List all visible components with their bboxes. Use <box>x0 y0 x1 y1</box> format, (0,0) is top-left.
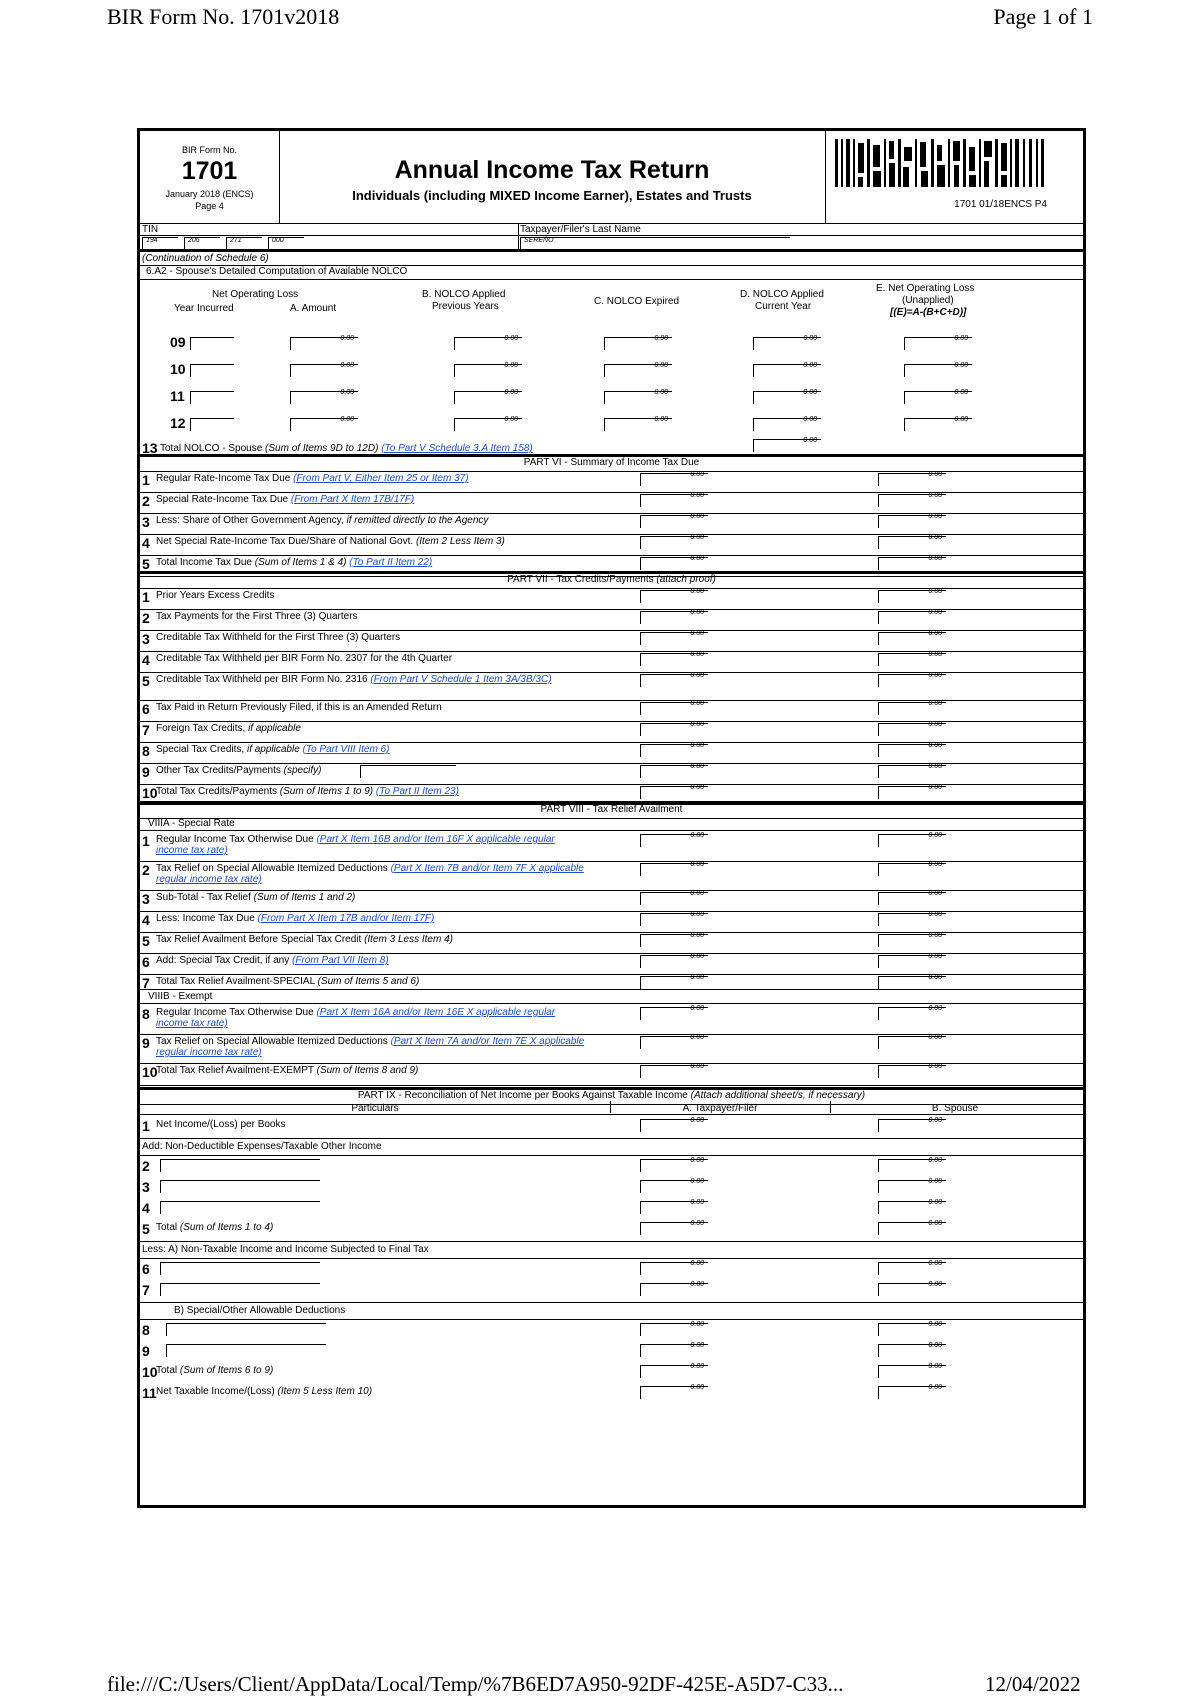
spouse-amount-field[interactable]: 0.00 <box>878 1365 946 1378</box>
browser-header-page: Page 1 of 1 <box>993 4 1093 29</box>
item-label: Net Special Rate-Income Tax Due/Share of National Govt. (Item 2 Less Item 3) <box>156 536 505 547</box>
item-label: Total Tax Credits/Payments (Sum of Items 1 to 9) (To Part II Item 23) <box>156 786 459 797</box>
taxpayer-amount-field[interactable]: 0.00 <box>640 786 708 799</box>
reference-link[interactable]: (From Part V, Either Item 25 or Item 37) <box>293 473 469 484</box>
reference-link[interactable]: (To Part VIII Item 6) <box>302 744 390 755</box>
col-nolco-applied: B. NOLCO Applied <box>422 289 506 300</box>
item-number: 8 <box>142 743 150 759</box>
form-title: Annual Income Tax Return <box>394 156 710 184</box>
item-label: Creditable Tax Withheld per BIR Form No. 2316 (From Part V Schedule 1 Item 3A/3B/3C) <box>156 674 552 685</box>
item-label: Tax Payments for the First Three (3) Quarters <box>156 611 358 622</box>
taxpayer-amount-field[interactable]: 0.00 <box>640 632 708 645</box>
spouse-amount-field[interactable]: 0.00 <box>878 1065 946 1078</box>
item-label: Less: Income Tax Due (From Part X Item 17B and/or Item 17F) <box>156 913 435 924</box>
col-particulars: Particulars <box>351 1103 399 1114</box>
particulars-field[interactable] <box>160 1180 320 1193</box>
item-label: Special Rate-Income Tax Due (From Part X Item 17B/17F) <box>156 494 415 505</box>
taxpayer-amount-field[interactable]: 0.00 <box>640 611 708 624</box>
nolco-total-num: 13 <box>142 440 158 456</box>
taxpayer-amount-field[interactable]: 0.00 <box>640 1007 708 1020</box>
nolco-applied-current-field[interactable]: 0.00 <box>753 391 821 404</box>
nolco-applied-prev-field[interactable]: 0.00 <box>454 418 522 431</box>
item-label: Total (Sum of Items 1 to 4) <box>156 1222 274 1233</box>
item-number: 2 <box>142 610 150 626</box>
item-number: 8 <box>142 1322 150 1338</box>
tin-part-field[interactable]: 000 <box>268 237 304 250</box>
item-label: Regular Income Tax Otherwise Due (Part X Item 16B and/or Item 16F X applicable regular income tax rate) <box>156 834 555 856</box>
item-label: Regular Rate-Income Tax Due (From Part V, Either Item 25 or Item 37) <box>156 473 469 484</box>
spouse-amount-field[interactable]: 0.00 <box>878 955 946 968</box>
taxpayer-amount-field[interactable]: 0.00 <box>640 1386 708 1399</box>
tax-form <box>137 128 1086 1508</box>
item-number: 5 <box>142 673 150 689</box>
nolco-total-label: Total NOLCO - Spouse (Sum of Items 9D to 12D) (To Part V Schedule 3.A Item 158) <box>160 443 533 454</box>
nolco-unapplied-field[interactable]: 0.00 <box>904 391 972 404</box>
nolco-amount-field[interactable]: 0.00 <box>290 337 358 350</box>
nolco-amount-field[interactable]: 0.00 <box>290 391 358 404</box>
col-taxpayer: A. Taxpayer/Filer <box>682 1103 758 1114</box>
nolco-applied-current-field[interactable]: 0.00 <box>753 337 821 350</box>
barcode-text: 1701 01/18ENCS P4 <box>954 199 1047 210</box>
taxpayer-amount-field[interactable]: 0.00 <box>640 1201 708 1214</box>
item-number: 3 <box>142 891 150 907</box>
col-unapplied: (Unapplied) <box>902 295 954 306</box>
nolco-unapplied-field[interactable]: 0.00 <box>904 418 972 431</box>
spouse-amount-field[interactable]: 0.00 <box>878 1201 946 1214</box>
spouse-amount-field[interactable]: 0.00 <box>878 653 946 666</box>
spouse-amount-field[interactable]: 0.00 <box>878 1036 946 1049</box>
item-number: 11 <box>170 388 185 404</box>
year-incurred-field[interactable] <box>190 418 234 431</box>
last-name-field[interactable]: SEREÑO <box>520 237 790 250</box>
taxpayer-amount-field[interactable]: 0.00 <box>640 892 708 905</box>
taxpayer-amount-field[interactable]: 0.00 <box>640 863 708 876</box>
spouse-amount-field[interactable]: 0.00 <box>878 590 946 603</box>
spouse-amount-field[interactable]: 0.00 <box>878 786 946 799</box>
taxpayer-amount-field[interactable]: 0.00 <box>640 913 708 926</box>
taxpayer-amount-field[interactable]: 0.00 <box>640 536 708 549</box>
item-number: 5 <box>142 1221 150 1237</box>
item-label: Creditable Tax Withheld for the First Three (3) Quarters <box>156 632 401 643</box>
spouse-amount-field[interactable]: 0.00 <box>878 723 946 736</box>
particulars-field[interactable] <box>160 1262 320 1275</box>
taxpayer-amount-field[interactable]: 0.00 <box>640 744 708 757</box>
nolco-unapplied-field[interactable]: 0.00 <box>904 364 972 377</box>
item-number: 6 <box>142 954 150 970</box>
taxpayer-amount-field[interactable]: 0.00 <box>640 1323 708 1336</box>
spouse-amount-field[interactable]: 0.00 <box>878 765 946 778</box>
item-label: Tax Paid in Return Previously Filed, if this is an Amended Return <box>156 702 442 713</box>
reference-link[interactable]: (Part X Item 16A and/or Item 16E X applicable regular income tax rate) <box>156 1007 556 1029</box>
spouse-amount-field[interactable]: 0.00 <box>878 892 946 905</box>
taxpayer-amount-field[interactable]: 0.00 <box>640 702 708 715</box>
item-label: Sub-Total - Tax Relief (Sum of Items 1 and 2) <box>156 892 356 903</box>
taxpayer-amount-field[interactable]: 0.00 <box>640 590 708 603</box>
item-label: Foreign Tax Credits, if applicable <box>156 723 301 734</box>
item-number: 10 <box>142 1064 158 1080</box>
spouse-amount-field[interactable]: 0.00 <box>878 515 946 528</box>
item-number: 4 <box>142 1200 150 1216</box>
item-number: 6 <box>142 1261 150 1277</box>
item-number: 6 <box>142 701 150 717</box>
reference-link[interactable]: (From Part VII Item 8) <box>292 955 389 966</box>
taxpayer-amount-field[interactable]: 0.00 <box>640 1283 708 1296</box>
taxpayer-amount-field[interactable]: 0.00 <box>640 1065 708 1078</box>
taxpayer-amount-field[interactable]: 0.00 <box>640 934 708 947</box>
nolco-applied-prev-field[interactable]: 0.00 <box>454 337 522 350</box>
col-year-incurred: Year Incurred <box>174 303 234 314</box>
col-amount: A. Amount <box>290 303 337 314</box>
taxpayer-amount-field[interactable]: 0.00 <box>640 1222 708 1235</box>
particulars-field[interactable] <box>160 1201 320 1214</box>
nolco-expired-field[interactable]: 0.00 <box>604 391 672 404</box>
item-number: 09 <box>170 334 186 350</box>
tin-part-field[interactable]: 206 <box>184 237 220 250</box>
item-number: 7 <box>142 1282 150 1298</box>
spouse-amount-field[interactable]: 0.00 <box>878 863 946 876</box>
item-number: 11 <box>142 1385 157 1401</box>
less-a-label: Less: A) Non-Taxable Income and Income Subjected to Final Tax <box>142 1244 429 1255</box>
spouse-amount-field[interactable]: 0.00 <box>878 1386 946 1399</box>
item-label: Total (Sum of Items 6 to 9) <box>156 1365 274 1376</box>
item-label: Net Taxable Income/(Loss) (Item 5 Less Item 10) <box>156 1386 373 1397</box>
form-subtitle: Individuals (including MIXED Income Earner), Estates and Trusts <box>352 188 752 203</box>
taxpayer-amount-field[interactable]: 0.00 <box>640 494 708 507</box>
taxpayer-amount-field[interactable]: 0.00 <box>640 1036 708 1049</box>
year-incurred-field[interactable] <box>190 391 234 404</box>
item-number: 8 <box>142 1006 150 1022</box>
add-label: Add: Non-Deductible Expenses/Taxable Other Income <box>142 1141 382 1152</box>
spouse-amount-field[interactable]: 0.00 <box>878 1323 946 1336</box>
item-label: Tax Relief on Special Allowable Itemized Deductions (Part X Item 7A and/or Item 7E X applicable regular income tax rate) <box>156 1036 585 1058</box>
item-number: 2 <box>142 493 150 509</box>
item-label: Add: Special Tax Credit, if any (From Part VII Item 8) <box>156 955 389 966</box>
part8-sub-a: VIIIA - Special Rate <box>148 818 235 829</box>
col-previous-years: Previous Years <box>432 301 499 312</box>
spouse-amount-field[interactable]: 0.00 <box>878 1344 946 1357</box>
item-number: 2 <box>142 862 150 878</box>
spouse-amount-field[interactable]: 0.00 <box>878 1007 946 1020</box>
item-label: Prior Years Excess Credits <box>156 590 275 601</box>
spouse-amount-field[interactable]: 0.00 <box>878 674 946 687</box>
spouse-amount-field[interactable]: 0.00 <box>878 611 946 624</box>
item-number: 7 <box>142 722 150 738</box>
spouse-amount-field[interactable]: 0.00 <box>878 632 946 645</box>
barcode-image <box>833 139 1045 195</box>
reference-link[interactable]: (From Part X Item 17B and/or Item 17F) <box>257 913 435 924</box>
item-label: Total Tax Relief Availment-SPECIAL (Sum of Items 5 and 6) <box>156 976 420 987</box>
continuation-note: (Continuation of Schedule 6) <box>142 253 269 264</box>
tin-part-field[interactable]: 271 <box>226 237 262 250</box>
reference-link[interactable]: (From Part X Item 17B/17F) <box>290 494 415 505</box>
nolco-expired-field[interactable]: 0.00 <box>604 337 672 350</box>
taxpayer-amount-field[interactable]: 0.00 <box>640 765 708 778</box>
item-number: 10 <box>142 785 158 801</box>
item-label: Total Income Tax Due (Sum of Items 1 & 4) (To Part II Item 22) <box>156 557 433 568</box>
nolco-applied-current-field[interactable]: 0.00 <box>753 364 821 377</box>
item-number: 1 <box>142 833 150 849</box>
part8-title: PART VIII - Tax Relief Availment <box>140 801 1083 819</box>
item-label: Net Income/(Loss) per Books <box>156 1119 286 1130</box>
item-number: 9 <box>142 1343 150 1359</box>
less-b-label: B) Special/Other Allowable Deductions <box>174 1305 346 1316</box>
item-number: 4 <box>142 535 150 551</box>
taxpayer-amount-field[interactable]: 0.00 <box>640 1119 708 1132</box>
nolco-applied-current-field[interactable]: 0.00 <box>753 418 821 431</box>
item-number: 9 <box>142 1035 150 1051</box>
spouse-amount-field[interactable]: 0.00 <box>878 473 946 486</box>
nolco-unapplied-field[interactable]: 0.00 <box>904 337 972 350</box>
part9-title: PART IX - Reconciliation of Net Income per Books Against Taxable Income (Attach additional sheet/s, if necessary) <box>140 1087 1083 1105</box>
taxpayer-amount-field[interactable]: 0.00 <box>640 723 708 736</box>
particulars-field[interactable] <box>160 1283 320 1296</box>
item-label: Creditable Tax Withheld per BIR Form No. 2307 for the 4th Quarter <box>156 653 453 664</box>
nolco-title: 6.A2 - Spouse's Detailed Computation of Available NOLCO <box>146 266 408 277</box>
col-nolco-expired: C. NOLCO Expired <box>594 296 680 307</box>
item-number: 10 <box>142 1364 158 1380</box>
spouse-amount-field[interactable]: 0.00 <box>878 934 946 947</box>
item-number: 1 <box>142 472 150 488</box>
part6-title: PART VI - Summary of Income Tax Due <box>140 454 1083 472</box>
taxpayer-amount-field[interactable]: 0.00 <box>640 653 708 666</box>
taxpayer-amount-field[interactable]: 0.00 <box>640 674 708 687</box>
tin-label: TIN <box>142 224 159 235</box>
taxpayer-amount-field[interactable]: 0.00 <box>640 1180 708 1193</box>
col-current-year: Current Year <box>755 301 812 312</box>
reference-link[interactable]: (To Part II Item 23) <box>375 786 459 797</box>
item-number: 2 <box>142 1158 150 1174</box>
col-formula: [(E)=A-(B+C+D)] <box>890 307 967 318</box>
spouse-amount-field[interactable]: 0.00 <box>878 557 946 570</box>
taxpayer-amount-field[interactable]: 0.00 <box>640 1344 708 1357</box>
year-incurred-field[interactable] <box>190 337 234 350</box>
last-name-label: Taxpayer/Filer's Last Name <box>520 224 641 235</box>
reference-link[interactable]: (Part X Item 16B and/or Item 16F X applicable regular income tax rate) <box>156 834 555 856</box>
nolco-applied-prev-field[interactable]: 0.00 <box>454 364 522 377</box>
item-number: 1 <box>142 1118 150 1134</box>
item-number: 9 <box>142 764 150 780</box>
col-net-operating-loss-e: E. Net Operating Loss <box>876 283 975 294</box>
part8-sub-b: VIIIB - Exempt <box>148 991 213 1002</box>
nolco-total-field[interactable]: 0.00 <box>753 439 821 452</box>
reference-link[interactable]: (From Part V Schedule 1 Item 3A/3B/3C) <box>370 674 552 685</box>
item-number: 5 <box>142 933 150 949</box>
spouse-amount-field[interactable]: 0.00 <box>878 913 946 926</box>
browser-footer-date: 12/04/2022 <box>985 1672 1081 1696</box>
spouse-amount-field[interactable]: 0.00 <box>878 494 946 507</box>
browser-header-title: BIR Form No. 1701v2018 <box>107 4 340 29</box>
item-number: 4 <box>142 912 150 928</box>
taxpayer-amount-field[interactable]: 0.00 <box>640 1365 708 1378</box>
taxpayer-amount-field[interactable]: 0.00 <box>640 473 708 486</box>
item-number: 1 <box>142 589 150 605</box>
spouse-amount-field[interactable]: 0.00 <box>878 976 946 989</box>
taxpayer-amount-field[interactable]: 0.00 <box>640 955 708 968</box>
nolco-applied-prev-field[interactable]: 0.00 <box>454 391 522 404</box>
particulars-field[interactable] <box>166 1344 326 1357</box>
spouse-amount-field[interactable]: 0.00 <box>878 1222 946 1235</box>
item-number: 3 <box>142 1179 150 1195</box>
item-label: Regular Income Tax Otherwise Due (Part X Item 16A and/or Item 16E X applicable regular income tax rate) <box>156 1007 556 1029</box>
item-number: 3 <box>142 631 150 647</box>
spouse-amount-field[interactable]: 0.00 <box>878 1180 946 1193</box>
particulars-field[interactable] <box>166 1323 326 1336</box>
tin-part-field[interactable]: 194 <box>142 237 178 250</box>
form-label: BIR Form No. <box>181 145 237 155</box>
taxpayer-amount-field[interactable]: 0.00 <box>640 976 708 989</box>
col-spouse: B. Spouse <box>931 1103 979 1114</box>
form-page: Page 4 <box>195 201 224 211</box>
item-number: 3 <box>142 514 150 530</box>
reference-link[interactable]: (To Part II Item 22) <box>349 557 433 568</box>
spouse-amount-field[interactable]: 0.00 <box>878 536 946 549</box>
spouse-amount-field[interactable]: 0.00 <box>878 834 946 847</box>
item-label: Total Tax Relief Availment-EXEMPT (Sum of Items 8 and 9) <box>156 1065 419 1076</box>
item-number: 7 <box>142 975 150 991</box>
spouse-amount-field[interactable]: 0.00 <box>878 1119 946 1132</box>
spouse-amount-field[interactable]: 0.00 <box>878 744 946 757</box>
spouse-amount-field[interactable]: 0.00 <box>878 1262 946 1275</box>
spouse-amount-field[interactable]: 0.00 <box>878 702 946 715</box>
col-nolco-applied-current: D. NOLCO Applied <box>740 289 824 300</box>
item-label: Tax Relief on Special Allowable Itemized Deductions (Part X Item 7B and/or Item 7F X applicable regular income tax rate) <box>156 863 584 885</box>
form-number: 1701 <box>181 157 238 185</box>
col-net-operating-loss: Net Operating Loss <box>212 289 299 300</box>
form-version: January 2018 (ENCS) <box>165 189 254 199</box>
reference-link[interactable]: (Part X Item 7A and/or Item 7E X applicable regular income tax rate) <box>156 1036 585 1058</box>
nolco-expired-field[interactable]: 0.00 <box>604 364 672 377</box>
item-number: 5 <box>142 556 150 572</box>
item-label: Other Tax Credits/Payments (specify) <box>156 765 322 776</box>
item-label: Special Tax Credits, if applicable (To Part VIII Item 6) <box>156 744 390 755</box>
item-label: Less: Share of Other Government Agency, if remitted directly to the Agency <box>156 515 489 526</box>
taxpayer-amount-field[interactable]: 0.00 <box>640 557 708 570</box>
nolco-amount-field[interactable]: 0.00 <box>290 418 358 431</box>
nolco-amount-field[interactable]: 0.00 <box>290 364 358 377</box>
part7-title: PART VII - Tax Credits/Payments (attach proof) <box>140 571 1083 589</box>
item-number: 4 <box>142 652 150 668</box>
taxpayer-amount-field[interactable]: 0.00 <box>640 834 708 847</box>
other-tax-credit-specify-field[interactable] <box>360 765 456 778</box>
browser-footer-url: file:///C:/Users/Client/AppData/Local/Temp/%7B6ED7A950-92DF-425E-A5D7-C33... <box>107 1672 844 1696</box>
year-incurred-field[interactable] <box>190 364 234 377</box>
nolco-expired-field[interactable]: 0.00 <box>604 418 672 431</box>
spouse-amount-field[interactable]: 0.00 <box>878 1283 946 1296</box>
reference-link[interactable]: (Part X Item 7B and/or Item 7F X applicable regular income tax rate) <box>156 863 584 885</box>
taxpayer-amount-field[interactable]: 0.00 <box>640 515 708 528</box>
spouse-amount-field[interactable]: 0.00 <box>878 1159 946 1172</box>
item-label: Tax Relief Availment Before Special Tax Credit (Item 3 Less Item 4) <box>156 934 453 945</box>
item-number: 12 <box>170 415 186 431</box>
taxpayer-amount-field[interactable]: 0.00 <box>640 1159 708 1172</box>
particulars-field[interactable] <box>160 1159 320 1172</box>
item-number: 10 <box>170 361 186 377</box>
taxpayer-amount-field[interactable]: 0.00 <box>640 1262 708 1275</box>
